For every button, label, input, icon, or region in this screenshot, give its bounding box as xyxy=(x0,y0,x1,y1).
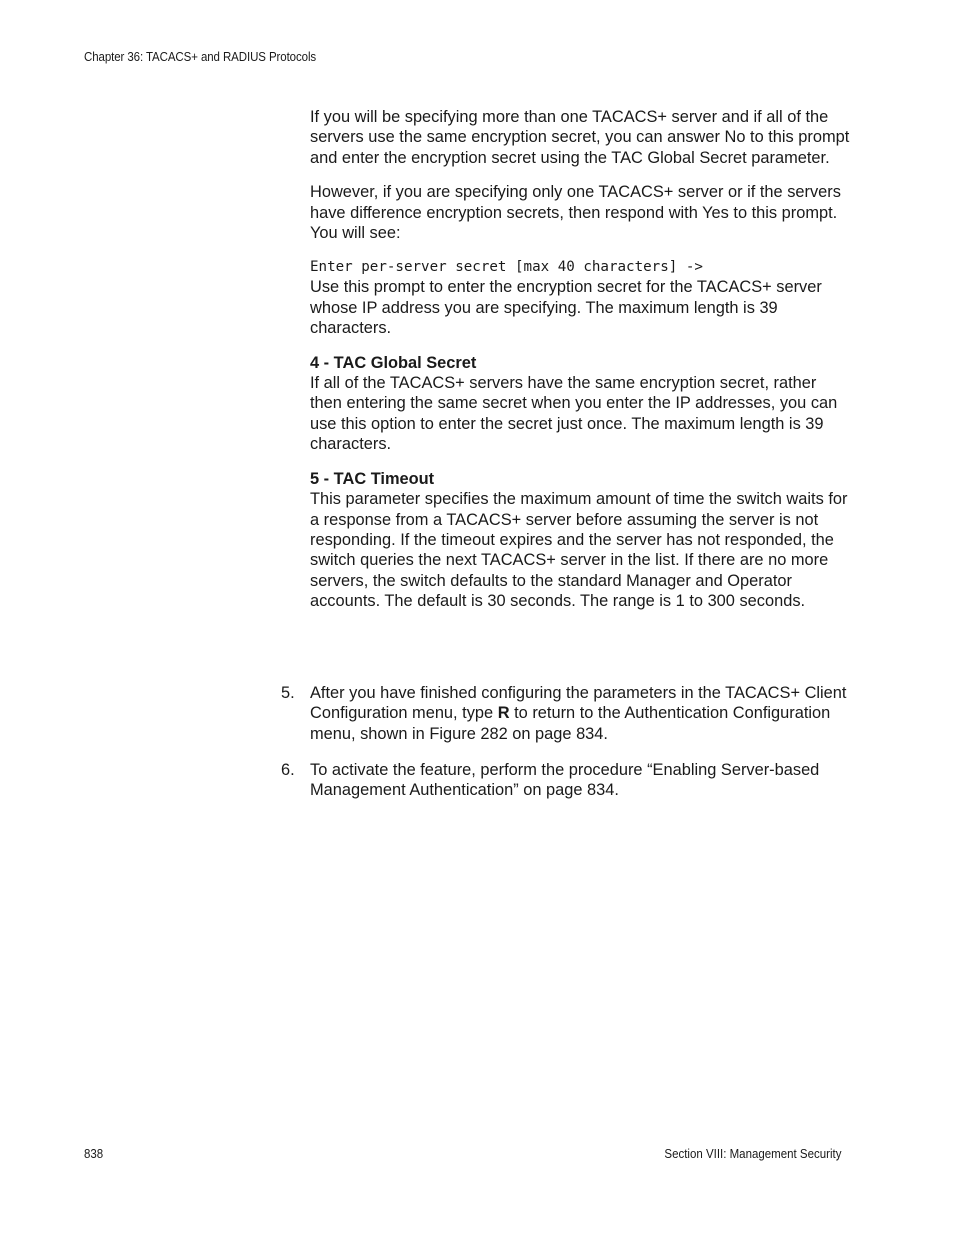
step-number: 5. xyxy=(281,684,295,702)
paragraph-single-server: However, if you are specifying only one TACACS+ server or if the servers have difference encryption secrets, then respond with Yes to this prompt. You will see: xyxy=(310,183,841,243)
step-text-part: to return to the Authentication Configuration menu, shown in Figure 282 on page 834. xyxy=(310,704,831,743)
option-tac-timeout xyxy=(310,469,850,612)
step-text: To activate the feature, perform the procedure “Enabling Server-based Management Authentication” on page 834. xyxy=(310,761,820,800)
step-text xyxy=(310,683,851,744)
step-6 xyxy=(281,760,851,801)
main-content xyxy=(310,107,850,626)
page-number: 838 xyxy=(84,1147,104,1161)
option-description: If all of the TACACS+ servers have the same encryption secret, rather then entering the same secret when you enter the IP addresses, you can use this option to enter the secret just once. The maximum length is 39 characters. xyxy=(310,374,838,454)
option-heading: 4 - TAC Global Secret xyxy=(310,353,477,372)
step-5 xyxy=(281,683,851,744)
option-tac-global-secret xyxy=(310,353,850,455)
option-description: This parameter specifies the maximum amount of time the switch waits for a response from a TACACS+ server before assuming the server is not responding. If the timeout expires and the server has not responded, the switch queries the next TACACS+ server in the list. If there are no more servers, the switch defaults to the standard Manager and Operator accounts. The default is 30 seconds. The range is 1 to 300 seconds. xyxy=(310,490,848,611)
paragraph-prompt-usage: Use this prompt to enter the encryption secret for the TACACS+ server whose IP address you are specifying. The maximum length is 39 characters. xyxy=(310,278,822,338)
step-number: 6. xyxy=(281,761,295,779)
code-prompt: Enter per-server secret [max 40 characters] -> xyxy=(310,259,703,276)
section-title: Section VIII: Management Security xyxy=(663,1147,841,1161)
option-heading: 5 - TAC Timeout xyxy=(310,469,435,488)
paragraph-multiple-servers: If you will be specifying more than one TACACS+ server and if all of the servers use the same encryption secret, you can answer No to this prompt and enter the encryption secret using the TAC Global Secret parameter. xyxy=(310,108,850,167)
page-header: Chapter 36: TACACS+ and RADIUS Protocols xyxy=(84,50,317,64)
step-key-letter: R xyxy=(497,704,510,723)
step-text-part: After you have finished configuring the parameters in the TACACS+ Client Configuration menu, type xyxy=(310,684,847,723)
